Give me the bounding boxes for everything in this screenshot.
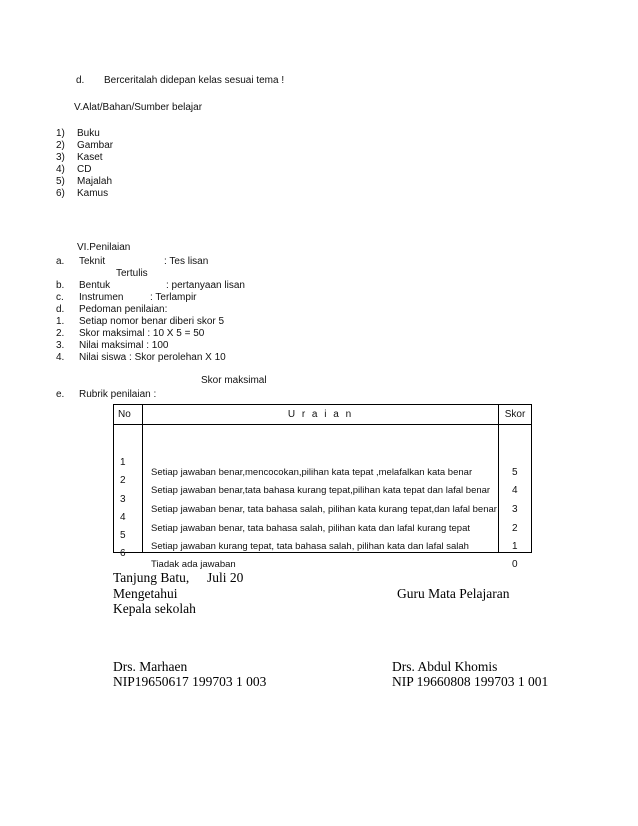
rubric-number: 4 — [120, 512, 126, 523]
list-item: Kaset — [77, 152, 103, 163]
rubric-score: 0 — [512, 559, 518, 570]
point-number: 4. — [56, 352, 65, 363]
signature-left-name: Drs. Marhaen — [113, 659, 188, 674]
list-item-number: 5) — [56, 176, 65, 187]
item-c-label: Instrumen — [79, 292, 124, 303]
signature-left-role2: Kepala sekolah — [113, 601, 196, 616]
item-a-label: Teknit — [79, 256, 106, 267]
item-e-letter: e. — [56, 389, 65, 400]
signature-right-nip: NIP 19660808 199703 1 001 — [392, 674, 549, 689]
signature-right-role: Guru Mata Pelajaran — [397, 586, 510, 601]
signature-place: Tanjung Batu, — [113, 570, 190, 585]
rubric-header-uraian: U r a i a n — [143, 405, 499, 425]
list-item-number: 2) — [56, 140, 65, 151]
fraction-denominator: Skor maksimal — [201, 375, 267, 386]
point-number: 1. — [56, 316, 65, 327]
rubric-descriptions-cell — [143, 425, 499, 570]
list-item-number: 4) — [56, 164, 65, 175]
section5-title: V.Alat/Bahan/Sumber belajar — [74, 102, 203, 113]
signature-right-name: Drs. Abdul Khomis — [392, 659, 498, 674]
rubric-score: 2 — [512, 523, 518, 534]
item-c-value: : Terlampir — [150, 292, 197, 303]
rubric-number: 5 — [120, 530, 126, 541]
item-b-letter: b. — [56, 280, 65, 291]
item-e-label: Rubrik penilaian : — [79, 389, 157, 400]
list-item-number: 1) — [56, 128, 65, 139]
item-a-letter: a. — [56, 256, 65, 267]
list-item: Gambar — [77, 140, 114, 151]
rubric-body-row — [114, 425, 532, 553]
rubric-table — [113, 404, 532, 570]
rubric-description: Setiap jawaban benar, tata bahasa salah, pilihan kata dan lafal kurang tepat — [151, 523, 471, 534]
point-number: 2. — [56, 328, 65, 339]
section6-title: VI.Penilaian — [77, 242, 131, 253]
rubric-description: Setiap jawaban benar,mencocokan,pilihan kata tepat ,melafalkan kata benar — [151, 467, 473, 478]
point-text: Setiap nomor benar diberi skor 5 — [79, 316, 225, 327]
rubric-number: 6 — [120, 548, 126, 559]
rubric-description: Tiadak ada jawaban — [151, 559, 236, 570]
rubric-score: 3 — [512, 504, 518, 515]
rubric-number: 1 — [120, 457, 126, 468]
list-item: Buku — [77, 128, 100, 139]
rubric-header-skor: Skor — [499, 405, 532, 425]
point-text: Skor maksimal : 10 X 5 = 50 — [79, 328, 205, 339]
item-d-letter: d. — [76, 75, 85, 86]
point-number: 3. — [56, 340, 65, 351]
item-b-value: : pertanyaan lisan — [166, 280, 245, 291]
item-d-text: Berceritalah didepan kelas sesuai tema ! — [104, 75, 285, 86]
rubric-description: Setiap jawaban benar,tata bahasa kurang tepat,pilihan kata tepat dan lafal benar — [151, 485, 491, 496]
list-item-number: 3) — [56, 152, 65, 163]
signature-date: Juli 20 — [207, 570, 244, 585]
rubric-header-row — [114, 405, 532, 425]
rubric-description: Setiap jawaban kurang tepat, tata bahasa salah, pilihan kata dan lafal salah — [151, 541, 469, 552]
item-d2-label: Pedoman penilaian: — [79, 304, 168, 315]
rubric-description: Setiap jawaban benar, tata bahasa salah, pilihan kata kurang tepat,dan lafal benar — [151, 504, 497, 515]
rubric-score: 5 — [512, 467, 518, 478]
point-text: Nilai siswa : Skor perolehan X 10 — [79, 352, 226, 363]
list-item: CD — [77, 164, 92, 175]
item-a-value: : Tes lisan — [164, 256, 209, 267]
rubric-numbers-cell — [114, 425, 143, 559]
list-item-number: 6) — [56, 188, 65, 199]
rubric-number: 2 — [120, 475, 126, 486]
list-item: Kamus — [77, 188, 109, 199]
signature-left-role1: Mengetahui — [113, 586, 178, 601]
list-item: Majalah — [77, 176, 113, 187]
item-a-value2: Tertulis — [116, 268, 148, 279]
rubric-scores-cell — [499, 425, 532, 570]
item-d2-letter: d. — [56, 304, 65, 315]
signature-left-nip: NIP19650617 199703 1 003 — [113, 674, 267, 689]
rubric-score: 4 — [512, 485, 518, 496]
item-c-letter: c. — [56, 292, 64, 303]
rubric-header-no: No — [114, 405, 143, 425]
item-b-label: Bentuk — [79, 280, 111, 291]
point-text: Nilai maksimal : 100 — [79, 340, 169, 351]
rubric-number: 3 — [120, 494, 126, 505]
rubric-score: 1 — [512, 541, 518, 552]
